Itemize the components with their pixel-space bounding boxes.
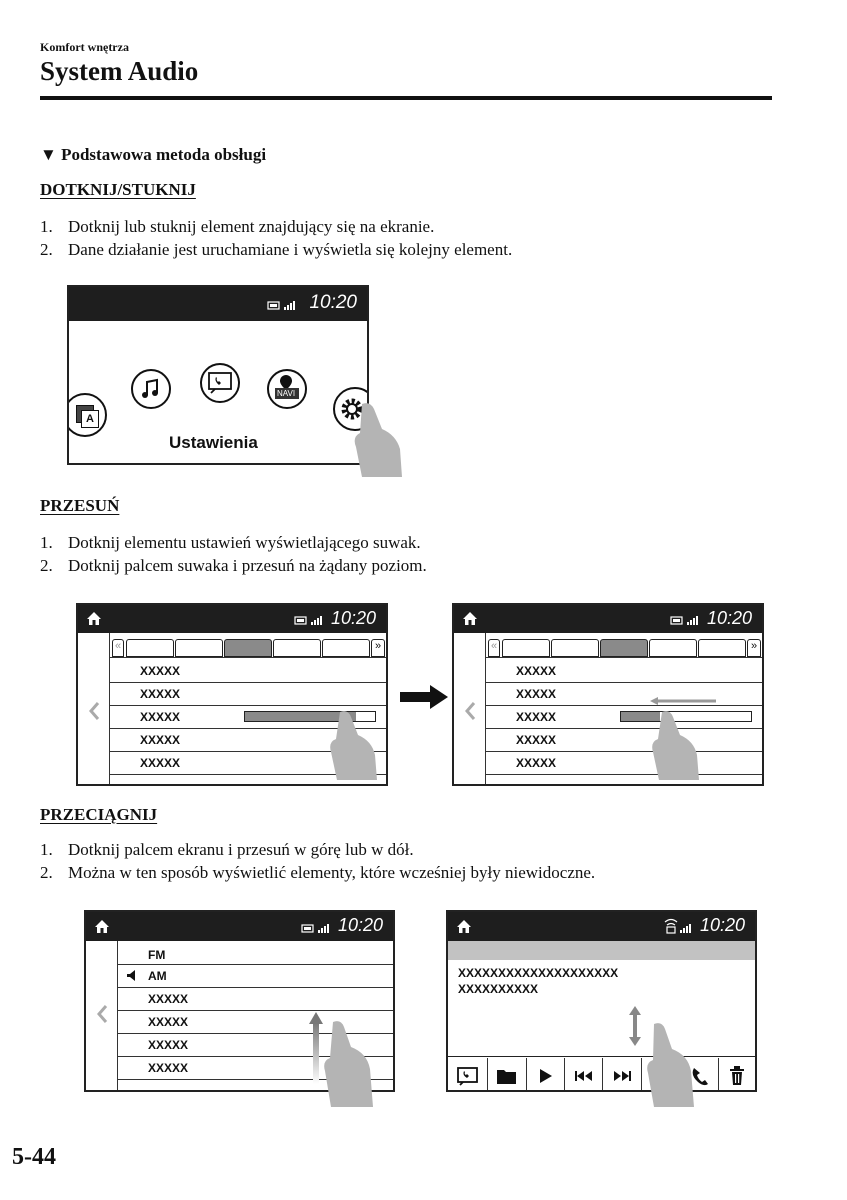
tab[interactable] [126, 639, 174, 657]
tap-step-2: 2. Dane działanie jest uruchamiane i wyświetla się kolejny element. [40, 240, 513, 259]
tab-selected[interactable] [224, 639, 272, 657]
finger-icon [330, 708, 386, 780]
navi-icon[interactable]: NAVI [267, 369, 307, 409]
tap-step-1: 1. Dotknij lub stuknij element znajdujący się na ekranie. [40, 217, 435, 236]
tab[interactable] [502, 639, 550, 657]
phone-icon[interactable] [200, 363, 240, 403]
list-item[interactable]: XXXXX [148, 992, 189, 1006]
tab[interactable] [273, 639, 321, 657]
list-item[interactable]: XXXXX [148, 1038, 189, 1052]
intro-heading-text: Podstawowa metoda obsługi [61, 145, 267, 164]
wifi-signal-icon [663, 916, 695, 936]
list-item[interactable]: XXXXX [516, 710, 557, 724]
list-item[interactable]: FM [148, 948, 166, 962]
list-item[interactable]: XXXXX [140, 710, 181, 724]
clock: 10:20 [309, 292, 357, 313]
message-line-1: XXXXXXXXXXXXXXXXXXXX [458, 966, 619, 980]
tab-scroll-left[interactable]: « [112, 639, 124, 657]
list-item[interactable]: XXXXX [148, 1061, 189, 1075]
page-title: System Audio [40, 56, 199, 86]
triangle-icon: ▼ [40, 145, 57, 164]
trash-icon[interactable] [729, 1066, 745, 1086]
battery-signal-icon [294, 615, 326, 625]
list-item[interactable]: XXXXX [140, 664, 181, 678]
tab[interactable] [322, 639, 370, 657]
slide-step-1: 1. Dotknij elementu ustawień wyświetlającego suwak. [40, 533, 421, 552]
list-item[interactable]: XXXXX [140, 756, 181, 770]
message-header-bar [448, 941, 757, 960]
tap-heading: DOTKNIJ/STUKNIJ [40, 180, 196, 199]
drag-heading: PRZECIĄGNIJ [40, 805, 158, 824]
clock: 10:20 [330, 608, 376, 628]
finger-icon [646, 1020, 698, 1108]
tab-selected[interactable] [600, 639, 648, 657]
list-item[interactable]: XXXXX [516, 664, 557, 678]
speaker-icon [126, 970, 140, 981]
drag-step-1: 1. Dotknij palcem ekranu i przesuń w górę lub w dół. [40, 840, 414, 859]
tap-screen [67, 285, 369, 465]
chevron-left-icon[interactable] [88, 701, 100, 721]
arrow-right-icon [398, 683, 450, 711]
chevron-left-icon[interactable] [464, 701, 476, 721]
slide-heading: PRZESUŃ [40, 496, 120, 515]
drag-step-2: 2. Można w ten sposób wyświetlić elementy, które wcześniej były niewidoczne. [40, 863, 596, 882]
slide-direction-arrow [650, 697, 718, 705]
tab[interactable] [649, 639, 697, 657]
list-item[interactable]: XXXXX [140, 687, 181, 701]
phone-icon[interactable] [456, 1066, 480, 1086]
status-bar [69, 287, 367, 321]
clock: 10:20 [706, 608, 752, 628]
page-number: 5-44 [12, 1144, 56, 1170]
slide-screen-after [452, 603, 764, 786]
list-item[interactable]: XXXXX [140, 733, 181, 747]
scroll-up-arrow [309, 1012, 323, 1084]
next-icon[interactable] [612, 1070, 632, 1082]
list-item[interactable]: XXXXX [516, 756, 557, 770]
tab-scroll-right[interactable]: » [371, 639, 385, 657]
home-icon[interactable] [94, 919, 110, 934]
battery-signal-icon [670, 615, 702, 625]
list-item[interactable]: XXXXX [516, 733, 557, 747]
slide-step-2: 2. Dotknij palcem suwaka i przesuń na żądany poziom. [40, 556, 427, 575]
play-icon[interactable] [538, 1067, 554, 1085]
chevron-left-icon[interactable] [96, 1004, 108, 1024]
finger-icon [652, 708, 708, 780]
battery-signal-icon [267, 300, 299, 310]
section-label: Komfort wnętrza [40, 40, 129, 54]
scroll-updown-arrow [628, 1006, 642, 1046]
tab[interactable] [175, 639, 223, 657]
drag-screen-message [446, 910, 757, 1092]
list-item-active[interactable]: AM [148, 969, 167, 983]
tab[interactable] [551, 639, 599, 657]
list-item[interactable]: XXXXX [516, 687, 557, 701]
home-icon[interactable] [86, 611, 102, 626]
tab-scroll-right[interactable]: » [747, 639, 761, 657]
finger-icon [350, 400, 405, 480]
tab[interactable] [698, 639, 746, 657]
apps-icon[interactable]: A [67, 393, 107, 437]
header-rule [40, 96, 772, 100]
message-line-2: XXXXXXXXXX [458, 982, 539, 996]
previous-icon[interactable] [574, 1070, 594, 1082]
finger-icon [323, 1018, 379, 1110]
home-icon[interactable] [462, 611, 478, 626]
clock: 10:20 [337, 915, 383, 935]
battery-signal-icon [301, 923, 333, 933]
list-item[interactable]: XXXXX [148, 1015, 189, 1029]
music-icon[interactable] [131, 369, 171, 409]
settings-label: Ustawienia [169, 433, 258, 452]
clock: 10:20 [699, 915, 745, 935]
intro-heading [40, 145, 266, 165]
home-icon[interactable] [456, 919, 472, 934]
folder-icon[interactable] [496, 1067, 518, 1085]
tab-scroll-left[interactable]: « [488, 639, 500, 657]
